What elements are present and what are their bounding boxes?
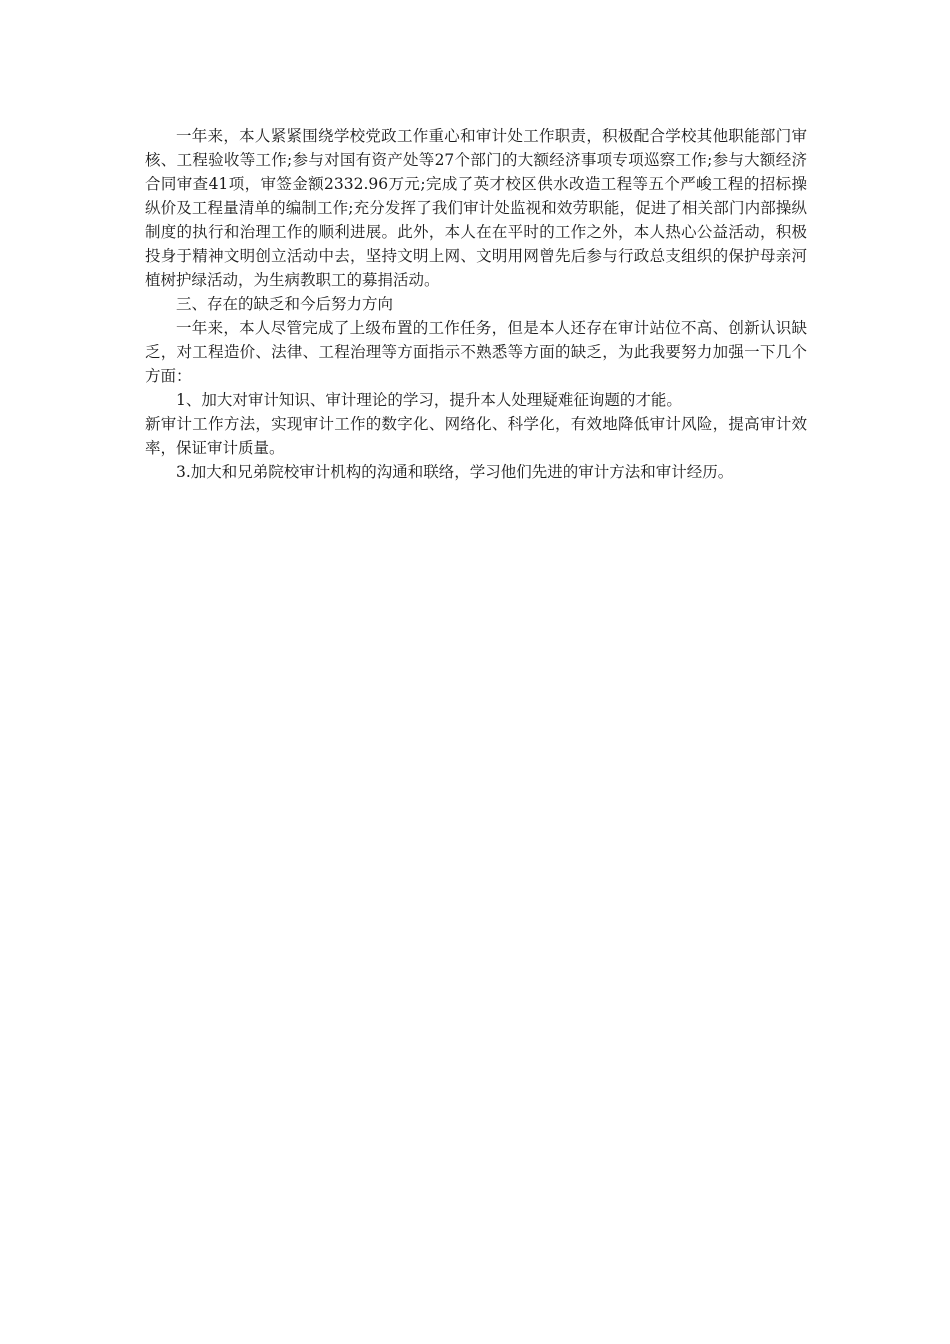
section-heading: 三、存在的缺乏和今后努力方向 [176, 295, 394, 313]
list-item-2-continued: 新审计工作方法，实现审计工作的数字化、网络化、科学化，有效地降低审计风险，提高审计效率，保证审计质量。 [145, 415, 807, 457]
paragraph-shortcomings: 一年来，本人尽管完成了上级布置的工作任务，但是本人还存在审计站位不高、创新认识缺乏，对工程造价、法律、工程治理等方面指示不熟悉等方面的缺乏，为此我要努力加强一下几个方面： [145, 319, 807, 385]
list-item-3: 3.加大和兄弟院校审计机构的沟通和联络，学习他们先进的审计方法和审计经历。 [176, 463, 734, 481]
paragraph-summary: 一年来，本人紧紧围绕学校党政工作重心和审计处工作职责，积极配合学校其他职能部门审核、工程验收等工作;参与对国有资产处等27个部门的大额经济事项专项巡察工作;参与大额经济合同审查41项，审签金额2332.96万元;完成了英才校区供水改造工程等五个严峻工程的招标操纵价及工程量清单的编制工作;充分发挥了我们审计处监视和效劳职能，促进了相关部门内部操纵制度的执行和治理工作的顺利进展。此外，本人在在平时的工作之外，本人热心公益活动，积极投身于精神文明创立活动中去，坚持文明上网、文明用网曾先后参与行政总支组织的保护母亲河植树护绿活动，为生病教职工的募捐活动。 [145, 127, 807, 289]
document-body [145, 124, 807, 484]
list-item-1: 1、加大对审计知识、审计理论的学习，提升本人处理疑难征询题的才能。 [176, 391, 682, 409]
